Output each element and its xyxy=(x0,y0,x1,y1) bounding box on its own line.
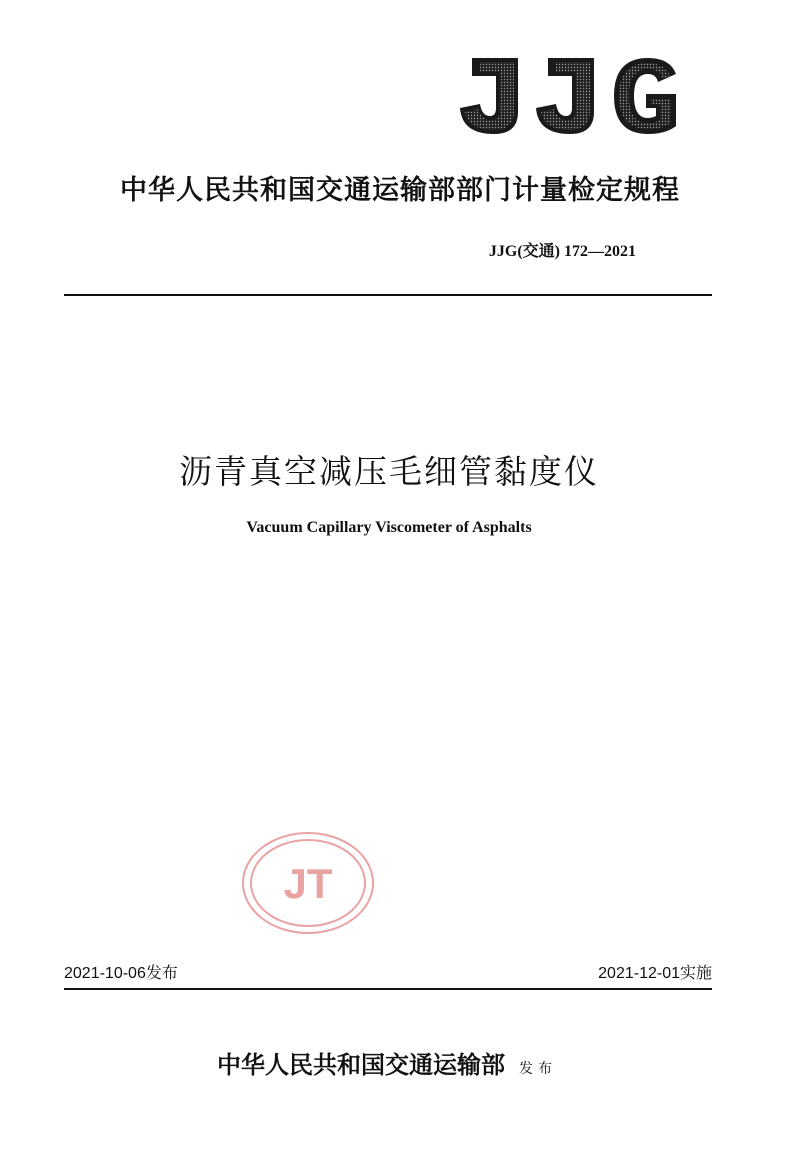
jt-seal xyxy=(240,830,376,936)
logo-letter-j1 xyxy=(460,58,518,134)
document-title-zh: 沥青真空减压毛细管黏度仪 xyxy=(179,452,599,491)
publish-verb: 发布 xyxy=(519,1061,557,1077)
standard-code: JJG(交通) 172—2021 xyxy=(488,243,636,260)
implementation-date: 2021-12-01实施 xyxy=(598,965,712,982)
jjg-logo xyxy=(458,54,680,138)
issue-date: 2021-10-06发布 xyxy=(64,965,178,982)
publisher-name: 中华人民共和国交通运输部 xyxy=(217,1050,505,1079)
logo-letter-g xyxy=(614,58,676,134)
logo-letter-j2 xyxy=(536,58,594,134)
publisher-line xyxy=(0,1045,774,1080)
seal-text: JT xyxy=(283,860,333,907)
issuing-authority: 中华人民共和国交通运输部部门计量检定规程 xyxy=(120,175,680,206)
top-divider xyxy=(64,294,712,296)
bottom-divider xyxy=(64,988,712,990)
document-title-en: Vacuum Capillary Viscometer of Asphalts xyxy=(246,519,532,536)
